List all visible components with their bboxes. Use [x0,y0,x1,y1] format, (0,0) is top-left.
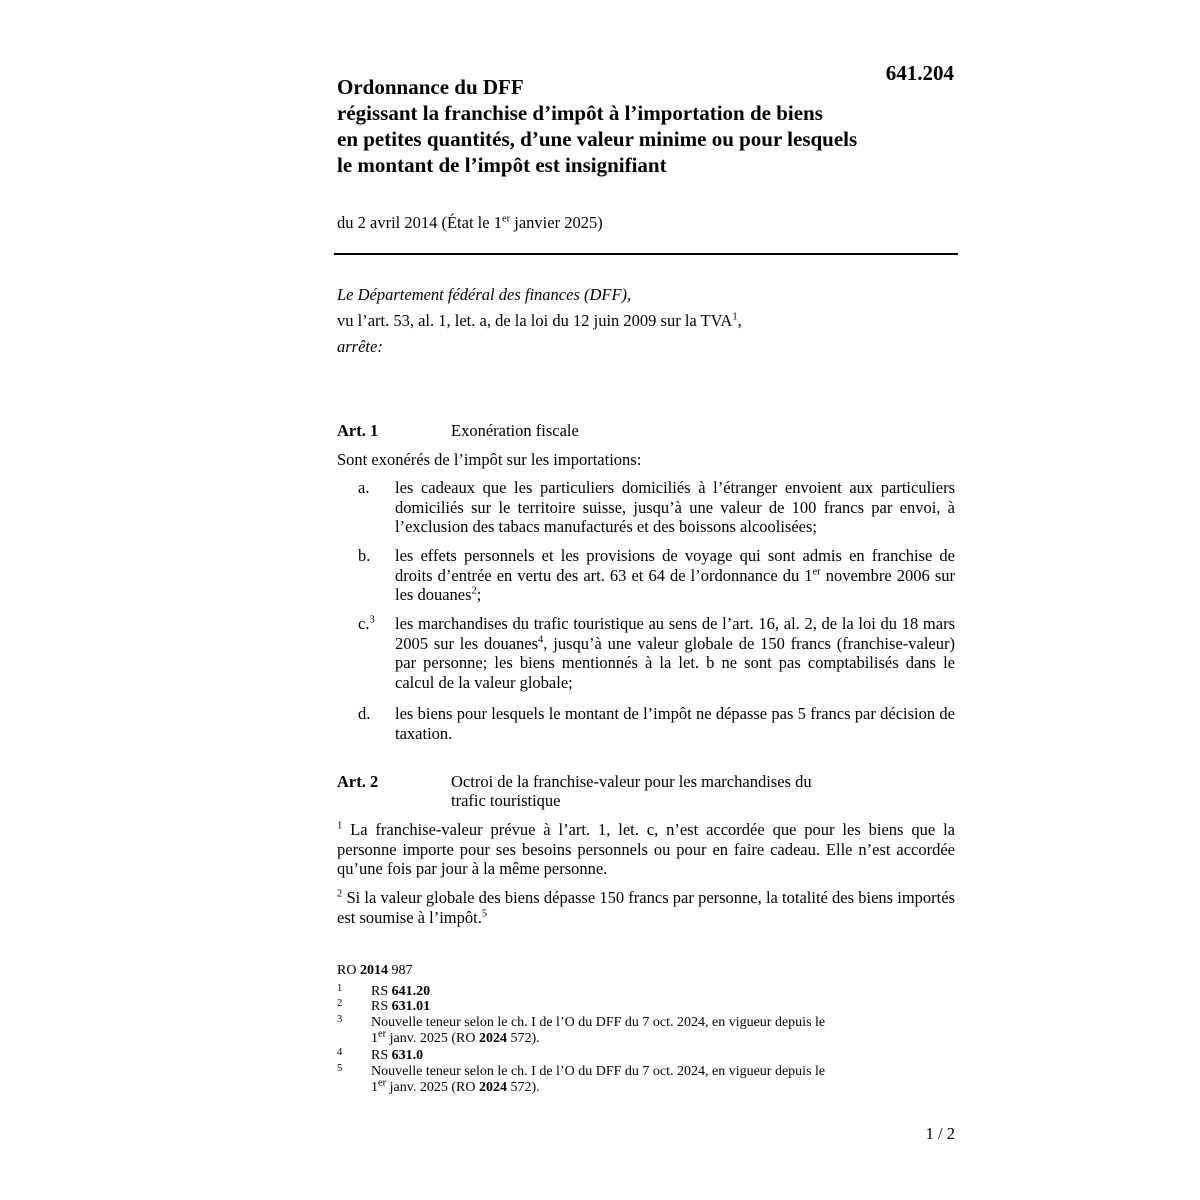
footnote-text: RS 641.20 [371,984,431,999]
footnote-number: 4 [337,1047,343,1058]
footnote-5 [337,1064,897,1096]
title-line: régissant la franchise d’impôt à l’importation de biens [337,101,823,125]
article-1-intro: Sont exonérés de l’impôt sur les importations: [337,450,642,469]
footnote-number: 3 [337,1014,343,1025]
footnote-text: Nouvelle teneur selon le ch. I de l’O du DFF du 7 oct. 2024, en vigueur depuis le 1er janv. 2025 (RO 2024 572). [371,1064,826,1095]
article-2-heading [337,772,957,812]
list-label: c.$^3$ [358,614,375,633]
list-item-a [337,478,955,538]
horizontal-rule [334,253,958,255]
page-number: 1 / 2 [925,1124,955,1143]
title-line: en petites quantités, d’une valeur minime ou pour lesquels [337,127,858,151]
footnote-number: 2 [337,998,343,1009]
list-text: les biens pour lesquels le montant de l’impôt ne dépasse pas 5 francs par décision de taxation. [395,704,955,743]
list-label: b. [358,546,371,565]
footnote-number: 1 [337,983,343,994]
title-line: Ordonnance du DFF [337,75,524,99]
article-1-heading [337,421,957,441]
title-line: le montant de l’impôt est insignifiant [337,153,667,177]
basis-end: , [737,311,742,330]
list-item-b [337,546,955,606]
basis-text: vu l’art. 53, al. 1, let. a, de la loi du 12 juin 2009 sur la TVA [337,311,733,330]
preamble-decree: arrête: [337,337,383,356]
footnote-text: RS 631.0 [371,1048,424,1063]
paragraph-number: 1 [337,820,343,832]
list-text: les effets personnels et les provisions de voyage qui sont admis en franchise de droits d’entrée en vertu des art. 63 et 64 de l’ordonnance du 1er novembre 2006 sur les douanes$^2$; [395,546,955,604]
footnote-3 [337,1015,897,1047]
paragraph-number: 2 [337,888,343,900]
footnote-text: Nouvelle teneur selon le ch. I de l’O du DFF du 7 oct. 2024, en vigueur depuis le 1er janv. 2025 (RO 2024 572). [371,1015,826,1046]
document-number: 641.204 [885,61,954,85]
footnote-text: RS 631.01 [371,999,431,1014]
ro-reference: RO 2014 987 [337,963,413,978]
article-title: Octroi de la franchise-valeur pour les marchandises du trafic touristique [451,772,812,810]
footnote-ref[interactable]: 4 [538,634,544,645]
list-text: les cadeaux que les particuliers domiciliés à l’étranger envoient aux particuliers domiciliés sur le territoire suisse, jusqu’à une valeur de 100 francs par envoi, à l’exclusion des tabacs manufacturés et des boissons alcoolisées; [395,478,955,536]
article-2-paragraph-1: $^1$ La franchise-valeur prévue à l’art. 1, let. c, n’est accordée que pour les biens que la personne importe pour ses besoins personnels ou pour en faire cadeau. Elle n’est accordée qu’une fois par jour à la même personne. [337,820,955,878]
list-label: d. [358,704,371,723]
article-number: Art. 2 [337,772,379,791]
list-label: a. [358,478,370,497]
preamble-basis [337,308,957,334]
date-prefix: du 2 avril 2014 (État le 1 [337,213,502,232]
footnote-ref[interactable]: 5 [481,908,488,919]
document-title [337,74,957,178]
article-2-paragraph-2: $^2$ Si la valeur globale des biens dépasse 150 francs par personne, la totalité des biens importés est soumise à l’impôt.$^5$ [337,888,955,927]
preamble-authority: Le Département fédéral des finances (DFF), [337,285,632,304]
date-superscript: er [501,213,511,225]
list-item-d [337,704,955,744]
article-number: Art. 1 [337,421,379,440]
footnote-ref[interactable]: 3 [369,614,375,626]
footnote-ref[interactable]: 1 [732,311,738,323]
footnote-1 [337,984,897,1000]
date-suffix: janvier 2025) [510,213,603,232]
footnote-2 [337,999,897,1015]
preamble [337,282,957,360]
footnote-4 [337,1048,897,1064]
footnote-ref[interactable]: 2 [471,585,477,597]
document-date [337,212,603,234]
list-text: les marchandises du trafic touristique au sens de l’art. 16, al. 2, de la loi du 18 mars 2005 sur les douanes$^4$, jusqu’à une valeur globale de 150 francs (franchise-valeur) par personne; les biens mentionnés à la let. b ne sont pas comptabilisés dans le calcul de la valeur globale; [395,614,955,692]
footnote-number: 5 [337,1063,343,1074]
list-item-c [337,614,955,694]
article-title: Exonération fiscale [451,421,579,440]
